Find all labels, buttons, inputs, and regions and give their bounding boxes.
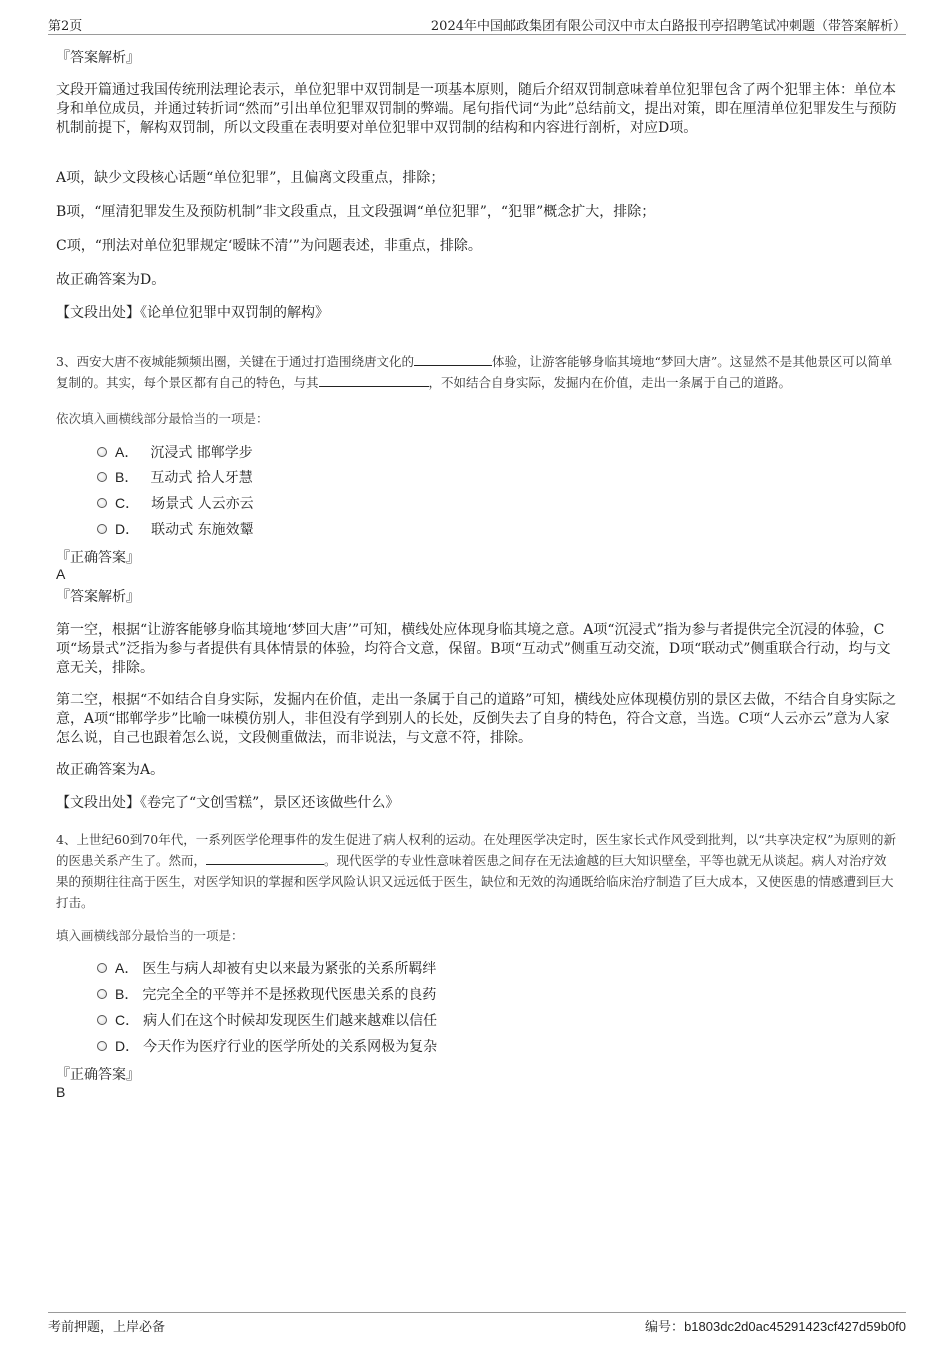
page-footer [48,1312,906,1335]
q3-analysis-label: 『答案解析』 [56,589,140,605]
q3-option-b[interactable]: B． 互动式 拾人牙慧 [97,467,253,487]
page-number: 第2页 [48,19,83,34]
q2-analysis-conclusion: 故正确答案为D。 [56,272,166,288]
q4-blank [206,851,324,865]
q4-prompt: 填入画横线部分最恰当的一项是： [56,928,244,943]
q3-option-a[interactable]: A． 沉浸式 邯郸学步 [97,442,253,462]
q2-analysis-label: 『答案解析』 [56,50,140,66]
radio-button[interactable] [97,989,107,999]
q4-correct-label: 『正确答案』 [56,1067,140,1083]
q3-analysis-conclusion: 故正确答案为A。 [56,762,165,778]
q3-prompt: 依次填入画横线部分最恰当的一项是： [56,411,269,426]
q4-stem: 4、上世纪60到70年代，一系列医学伦理事件的发生促进了病人权利的运动。在处理医学决定时，医生家长式作风受到批判，以“共享决定权”为原则的新的医患关系产生了。然而， 。现代医学的专业性意味着医患之间存在无法逾越的巨大知识壁垒，平等也就无从谈起。病人对治疗效果的预期往往高于医生，对医学知识的掌握和医学风险认识又远远低于医生，缺位和无效的沟通既给临床治疗制造了巨大成本，又使医患的情感遭到巨大打击。 [56,832,897,910]
radio-button[interactable] [97,963,107,973]
q3-option-c[interactable]: C． 场景式 人云亦云 [97,493,254,513]
document-id: 编号：b1803dc2d0ac45291423cf427d59b0f0 [645,1319,906,1335]
radio-button[interactable] [97,1015,107,1025]
q3-option-d[interactable]: D． 联动式 东施效颦 [97,519,254,539]
q2-analysis-p2: A项，缺少文段核心话题“单位犯罪”，且偏离文段重点，排除； [56,170,445,186]
q3-stem: 3、西安大唐不夜城能频频出圈，关键在于通过打造围绕唐文化的 体验，让游客能够身临其境地“梦回大唐”。这显然不是其他景区可以简单复制的。其实，每个景区都有自己的特色，与其 ，不如结合自身实际，发掘内在价值，走出一条属于自己的道路。 [56,354,893,390]
q3-analysis-p1: 第一空，根据“让游客能够身临其境地‘梦回大唐’”可知，横线处应体现身临其境之意。A项“沉浸式”指为参与者提供完全沉浸的体验，C项“场景式”泛指为参与者提供有具体情景的体验，均符合文意，保留。B项“互动式”侧重互动交流，D项“联动式”侧重联合行动，均与文意无关，排除。 [56,622,891,676]
q3-correct-label: 『正确答案』 [56,550,140,566]
radio-button[interactable] [97,472,107,482]
page-header [48,14,906,35]
radio-button[interactable] [97,498,107,508]
q2-analysis-p4: C项，“刑法对单位犯罪规定‘暧昧不清’”为问题表述，非重点，排除。 [56,238,482,254]
radio-button[interactable] [97,447,107,457]
q3-source: 【文段出处】《卷完了“文创雪糕”，景区还该做些什么》 [56,795,400,811]
q4-option-b[interactable]: B． 完完全全的平等并不是拯救现代医患关系的良药 [97,984,436,1004]
q3-blank-1 [414,352,492,366]
q4-option-a[interactable]: A． 医生与病人却被有史以来最为紧张的关系所羁绊 [97,958,436,978]
radio-button[interactable] [97,1041,107,1051]
q4-correct-answer: B [56,1084,66,1100]
footer-slogan: 考前押题，上岸必备 [48,1320,166,1335]
document-title: 2024年中国邮政集团有限公司汉中市太白路报刊亭招聘笔试冲刺题（带答案解析） [430,19,906,34]
q4-option-d[interactable]: D． 今天作为医疗行业的医学所处的关系网极为复杂 [97,1036,437,1056]
q2-analysis-p1: 文段开篇通过我国传统刑法理论表示，单位犯罪中双罚制是一项基本原则，随后介绍双罚制意味着单位犯罪包含了两个犯罪主体：单位本身和单位成员，并通过转折词“然而”引出单位犯罪双罚制的弊端。尾句指代词“为此”总结前文，提出对策，即在厘清单位犯罪发生与预防机制前提下，解构双罚制，所以文段重在表明要对单位犯罪中双罚制的结构和内容进行剖析，对应D项。 [56,82,897,136]
q2-source: 【文段出处】《论单位犯罪中双罚制的解构》 [56,305,329,321]
q2-analysis-p3: B项，“厘清犯罪发生及预防机制”非文段重点，且文段强调“单位犯罪”，“犯罪”概念扩大，排除； [56,204,656,220]
q3-blank-2 [319,373,429,387]
q3-correct-answer: A [56,566,66,582]
radio-button[interactable] [97,524,107,534]
q4-option-c[interactable]: C． 病人们在这个时候却发现医生们越来越难以信任 [97,1010,437,1030]
q3-analysis-p2: 第二空，根据“不如结合自身实际，发掘内在价值，走出一条属于自己的道路”可知，横线处应体现模仿别的景区去做，不结合自身实际之意，A项“邯郸学步”比喻一味模仿别人，非但没有学到别人的长处，反倒失去了自身的特色，符合文意，当选。C项“人云亦云”意为人家怎么说，自己也跟着怎么说，文段侧重做法，而非说法，与文意不符，排除。 [56,692,897,746]
